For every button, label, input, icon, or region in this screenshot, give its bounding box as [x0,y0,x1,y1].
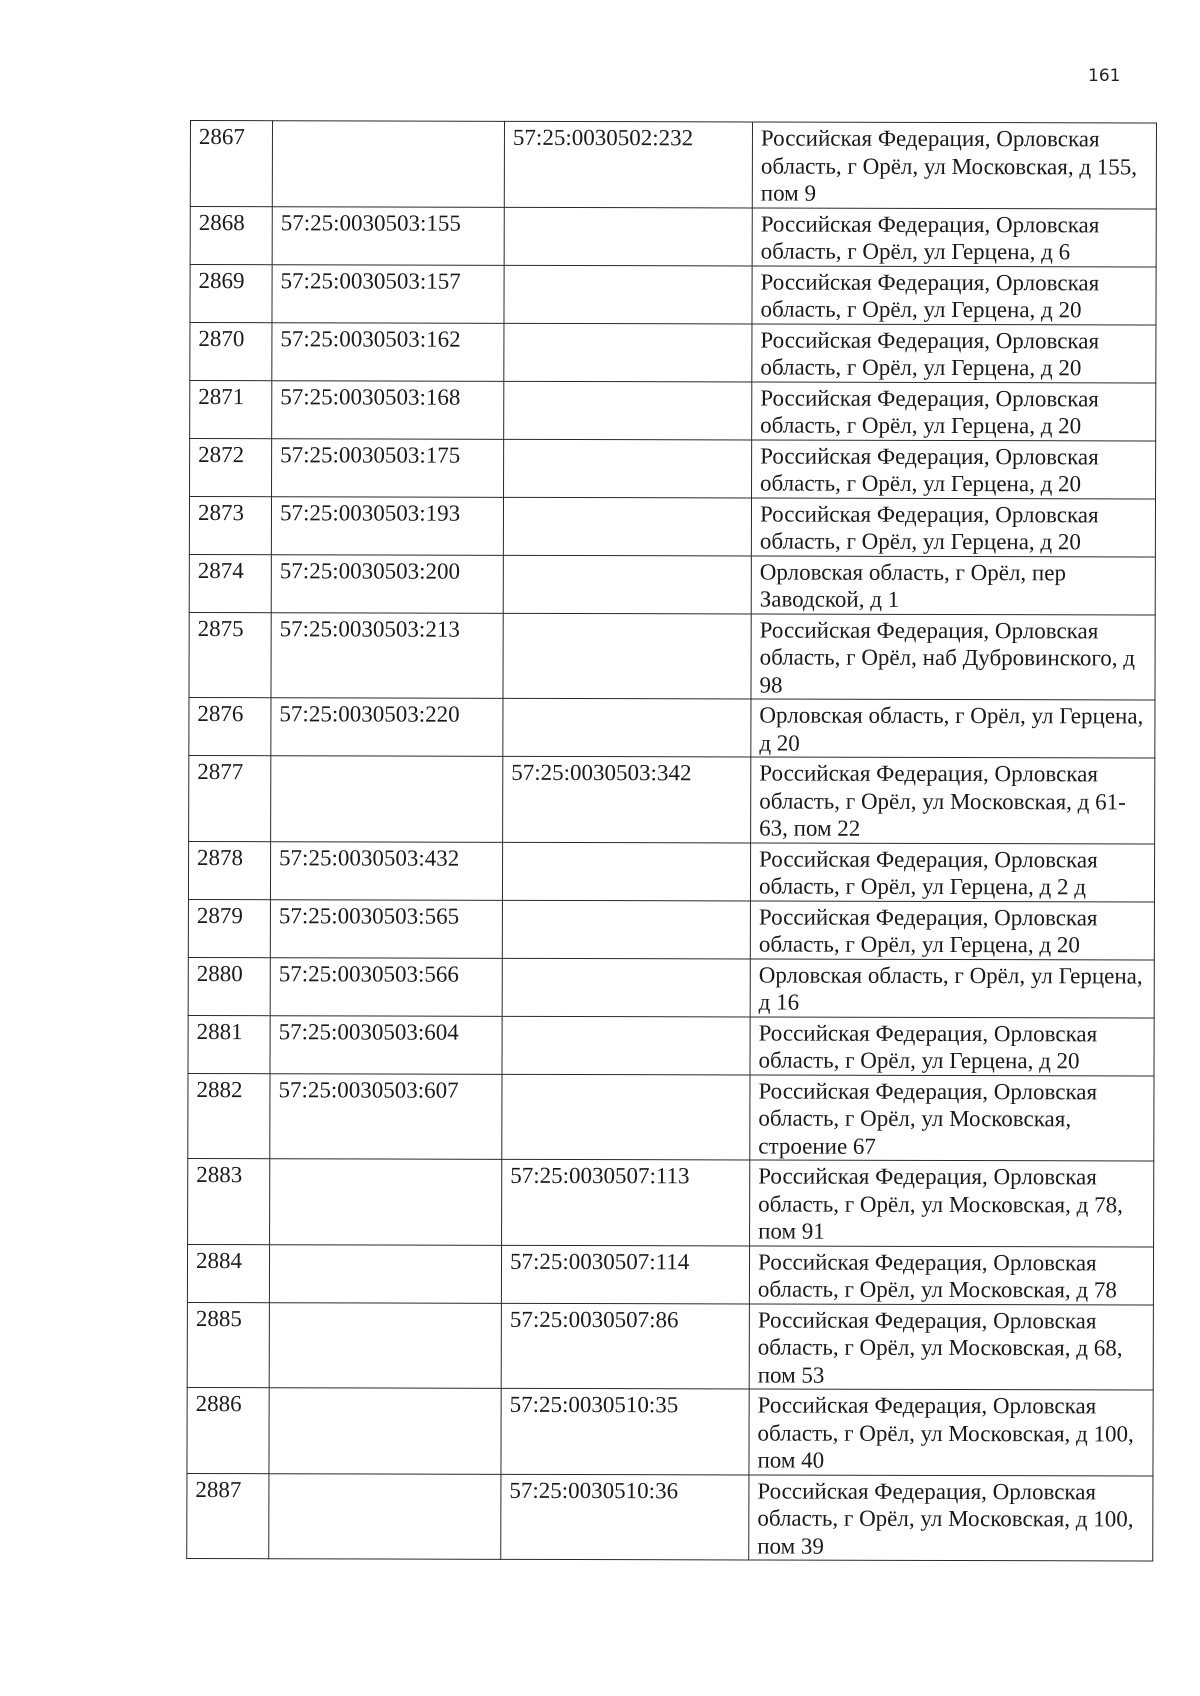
cadastral-number-cell: 57:25:0030503:565 [270,899,502,958]
table-row [189,612,1155,700]
row-number-cell: 2867 [190,121,272,207]
row-number-cell: 2874 [189,554,271,612]
cadastral-number-cell [269,1244,501,1303]
address-cell: Орловская область, г Орёл, пер Заводской, д 1 [751,555,1155,614]
room-cadastral-number-cell [503,497,751,556]
row-number-cell: 2876 [189,697,271,755]
cadastral-number-cell: 57:25:0030503:607 [270,1073,502,1159]
row-number-cell: 2882 [188,1073,270,1159]
room-cadastral-number-cell [503,555,751,614]
room-cadastral-number-cell [504,381,752,440]
row-number-cell: 2868 [190,206,272,264]
room-cadastral-number-cell [503,698,751,757]
cadastral-number-cell [269,1388,501,1474]
table-row [188,1015,1154,1076]
row-number-cell: 2875 [189,612,271,698]
row-number-cell: 2887 [187,1473,269,1559]
cadastral-number-cell [269,1473,501,1559]
table-row [189,755,1155,843]
room-cadastral-number-cell [504,323,752,382]
room-cadastral-number-cell: 57:25:0030510:36 [501,1474,749,1560]
address-cell: Российская Федерация, Орловская область, г Орёл, ул Московская, д 155, пом 9 [752,122,1156,209]
registry-table [186,120,1157,1562]
table-row [190,322,1156,383]
row-number-cell: 2869 [190,264,272,322]
table-row [190,380,1156,441]
table-row [190,206,1156,267]
row-number-cell: 2870 [190,322,272,380]
room-cadastral-number-cell [504,265,752,324]
cadastral-number-cell: 57:25:0030503:432 [270,841,502,900]
table-row [190,264,1156,325]
address-cell: Российская Федерация, Орловская область, г Орёл, ул Герцена, д 20 [752,323,1156,382]
address-cell: Российская Федерация, Орловская область, г Орёл, ул Герцена, д 20 [750,1016,1154,1075]
table-row [189,554,1155,615]
room-cadastral-number-cell [503,613,751,699]
row-number-cell: 2886 [187,1387,269,1473]
address-cell: Российская Федерация, Орловская область, г Орёл, ул Московская, д 61-63, пом 22 [751,757,1155,844]
address-cell: Российская Федерация, Орловская область, г Орёл, ул Герцена, д 20 [752,265,1156,324]
cadastral-number-cell: 57:25:0030503:155 [272,206,504,265]
cadastral-number-cell: 57:25:0030503:220 [271,698,503,757]
cadastral-number-cell: 57:25:0030503:213 [271,612,503,698]
row-number-cell: 2871 [190,380,272,438]
room-cadastral-number-cell: 57:25:0030510:35 [501,1388,749,1474]
cadastral-number-cell: 57:25:0030503:162 [272,322,504,381]
address-cell: Российская Федерация, Орловская область, г Орёл, наб Дубровинского, д 98 [751,613,1155,700]
cadastral-number-cell: 57:25:0030503:175 [272,438,504,497]
cadastral-number-cell: 57:25:0030503:604 [270,1015,502,1074]
table-row [190,121,1156,209]
address-cell: Российская Федерация, Орловская область, г Орёл, ул Московская, строение 67 [750,1074,1154,1161]
page-number: 161 [1088,66,1121,86]
room-cadastral-number-cell [502,1074,750,1160]
row-number-cell: 2878 [188,841,270,899]
room-cadastral-number-cell: 57:25:0030503:342 [503,756,751,842]
table-row [189,697,1155,758]
cadastral-number-cell: 57:25:0030503:566 [270,957,502,1016]
table-row [188,957,1154,1018]
row-number-cell: 2872 [190,438,272,496]
cadastral-number-cell [271,756,503,842]
cadastral-number-cell [269,1302,501,1388]
row-number-cell: 2884 [187,1244,269,1302]
address-cell: Российская Федерация, Орловская область, г Орёл, ул Московская, д 68, пом 53 [749,1303,1153,1390]
room-cadastral-number-cell: 57:25:0030507:86 [501,1303,749,1389]
table-row [189,496,1155,557]
address-cell: Российская Федерация, Орловская область, г Орёл, ул Герцена, д 20 [750,900,1154,959]
room-cadastral-number-cell [502,958,750,1017]
table-row [187,1387,1153,1475]
cadastral-number-cell: 57:25:0030503:200 [271,554,503,613]
address-cell: Российская Федерация, Орловская область, г Орёл, ул Московская, д 100, пом 39 [749,1474,1153,1561]
row-number-cell: 2879 [188,899,270,957]
table-row [188,841,1154,902]
address-cell: Российская Федерация, Орловская область, г Орёл, ул Герцена, д 6 [752,207,1156,266]
row-number-cell: 2881 [188,1015,270,1073]
address-cell: Российская Федерация, Орловская область, г Орёл, ул Герцена, д 20 [752,439,1156,498]
room-cadastral-number-cell [502,1016,750,1075]
row-number-cell: 2885 [187,1302,269,1388]
cadastral-number-cell: 57:25:0030503:193 [271,496,503,555]
row-number-cell: 2873 [189,496,271,554]
room-cadastral-number-cell: 57:25:0030507:114 [501,1245,749,1304]
address-cell: Российская Федерация, Орловская область, г Орёл, ул Московская, д 78 [749,1245,1153,1304]
row-number-cell: 2880 [188,957,270,1015]
registry-table-body [187,121,1157,1562]
address-cell: Российская Федерация, Орловская область, г Орёл, ул Московская, д 100, пом 40 [749,1389,1153,1476]
table-row [188,1073,1154,1161]
room-cadastral-number-cell: 57:25:0030502:232 [504,121,752,207]
cadastral-number-cell [272,121,504,207]
table-row [188,899,1154,960]
cadastral-number-cell [270,1159,502,1245]
room-cadastral-number-cell: 57:25:0030507:113 [502,1159,750,1245]
address-cell: Орловская область, г Орёл, ул Герцена, д 16 [750,958,1154,1017]
address-cell: Российская Федерация, Орловская область, г Орёл, ул Герцена, д 20 [752,381,1156,440]
address-cell: Российская Федерация, Орловская область, г Орёл, ул Московская, д 78, пом 91 [750,1160,1154,1247]
room-cadastral-number-cell [502,900,750,959]
table-row [187,1473,1153,1561]
room-cadastral-number-cell [502,842,750,901]
table-row [188,1158,1154,1246]
room-cadastral-number-cell [504,439,752,498]
address-cell: Российская Федерация, Орловская область, г Орёл, ул Герцена, д 2 д [750,842,1154,901]
cadastral-number-cell: 57:25:0030503:168 [272,380,504,439]
address-cell: Российская Федерация, Орловская область, г Орёл, ул Герцена, д 20 [751,497,1155,556]
table-row [187,1244,1153,1305]
row-number-cell: 2883 [188,1158,270,1244]
cadastral-number-cell: 57:25:0030503:157 [272,264,504,323]
table-row [187,1302,1153,1390]
table-row [190,438,1156,499]
row-number-cell: 2877 [189,755,271,841]
address-cell: Орловская область, г Орёл, ул Герцена, д 20 [751,699,1155,758]
room-cadastral-number-cell [504,207,752,266]
